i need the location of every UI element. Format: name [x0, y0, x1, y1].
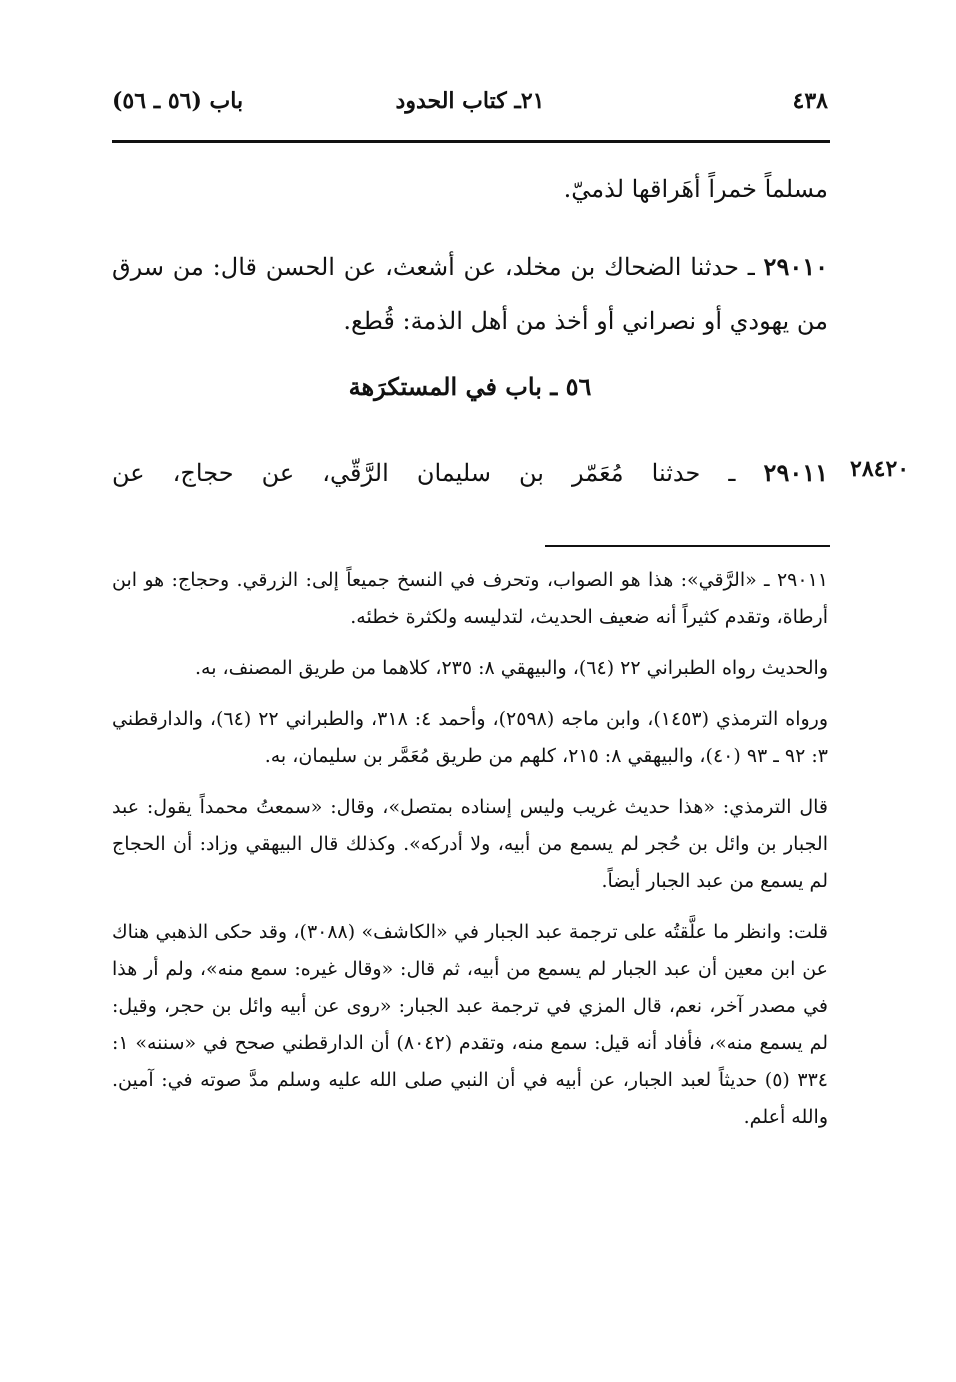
footnote-paragraph: قلت: وانظر ما علَّقتُه على ترجمة عبد الجبار في «الكاشف» (٣٠٨٨)، وقد حكى الذهبي هناك عن ابن معين أن عبد الجبار لم يسمع من أبيه، ثم قال: «وقال غيره: سمع منه»، ولم أر هذا في مصدر آخر، نعم، قال المزي في ترجمة عبد الجبار: «روى عن أبيه وائل بن حجر، وقيل: لم يسمع منه»، فأفاد أنه قيل: سمع منه، وتقدم (٨٠٤٢) أن الدارقطني صحح في «سننه» ١: ٣٣٤ (٥) حديثاً لعبد الجبار، عن أبيه في أن النبي صلى الله عليه وسلم مدَّ صوته في: آمين. والله أعلم.	[112, 921, 829, 1128]
footnote-paragraph: ورواه الترمذي (١٤٥٣)، وابن ماجه (٢٥٩٨)، وأحمد ٤: ٣١٨، والطبراني ٢٢ (٦٤)، والدارقطني ٣: ٩٢ ـ ٩٣ (٤٠)، والبيهقي ٨: ٢١٥، كلهم من طريق مُعَمَّر بن سليمان، به.	[112, 708, 829, 767]
hadith-text: ـ حدثنا مُعَمّر بن سليمان الرَّقّي، عن حجاج، عن	[112, 459, 764, 487]
book-title: ٢١ـ كتاب الحدود	[395, 88, 545, 114]
hadith-29010	[112, 240, 828, 348]
paragraph-continuation: مسلماً خمراً أهَراقها لذميّ.	[563, 175, 828, 203]
footnote-paragraph: ٢٩٠١١ ـ «الرَّقي»: هذا هو الصواب، وتحرف في النسخ جميعاً إلى: الزرقي. وحجاج: هو ابن أرطاة، وتقدم كثيراً أنه ضعيف الحديث، لتدليسه ولكثرة خطئه.	[112, 569, 828, 628]
running-header	[112, 88, 828, 128]
footnote-paragraph: قال الترمذي: «هذا حديث غريب وليس إسناده بمتصل»، وقال: «سمعتُ محمداً يقول: عبد الجبار بن وائل بن حُجر لم يسمع من أبيه، ولا أدركه». وكذلك قال البيهقي وزاد: أن الحجاج لم يسمع من عبد الجبار أيضاً.	[112, 796, 828, 892]
chapter-range: باب (٥٦ ـ ٥٦)	[112, 88, 244, 114]
footnotes	[112, 562, 828, 1150]
hadith-text: ـ حدثنا الضحاك بن مخلد، عن أشعث، عن الحسن قال: من سرق من يهودي أو نصراني أو أخذ من أهل الذمة: قُطع.	[112, 253, 828, 335]
header-rule	[112, 140, 830, 143]
page-number: ٤٣٨	[792, 88, 828, 114]
hadith-number: ٢٩٠١١	[763, 458, 828, 487]
footnote-rule	[545, 545, 830, 547]
hadith-number: ٢٩٠١٠	[763, 252, 828, 281]
footnote-paragraph: والحديث رواه الطبراني ٢٢ (٦٤)، والبيهقي ٨: ٢٣٥، كلاهما من طريق المصنف، به.	[194, 657, 828, 679]
margin-reference-number: ٢٨٤٢٠	[850, 456, 910, 482]
chapter-heading: ٥٦ ـ باب في المستكرَهة	[348, 372, 592, 401]
hadith-29011	[112, 446, 828, 500]
